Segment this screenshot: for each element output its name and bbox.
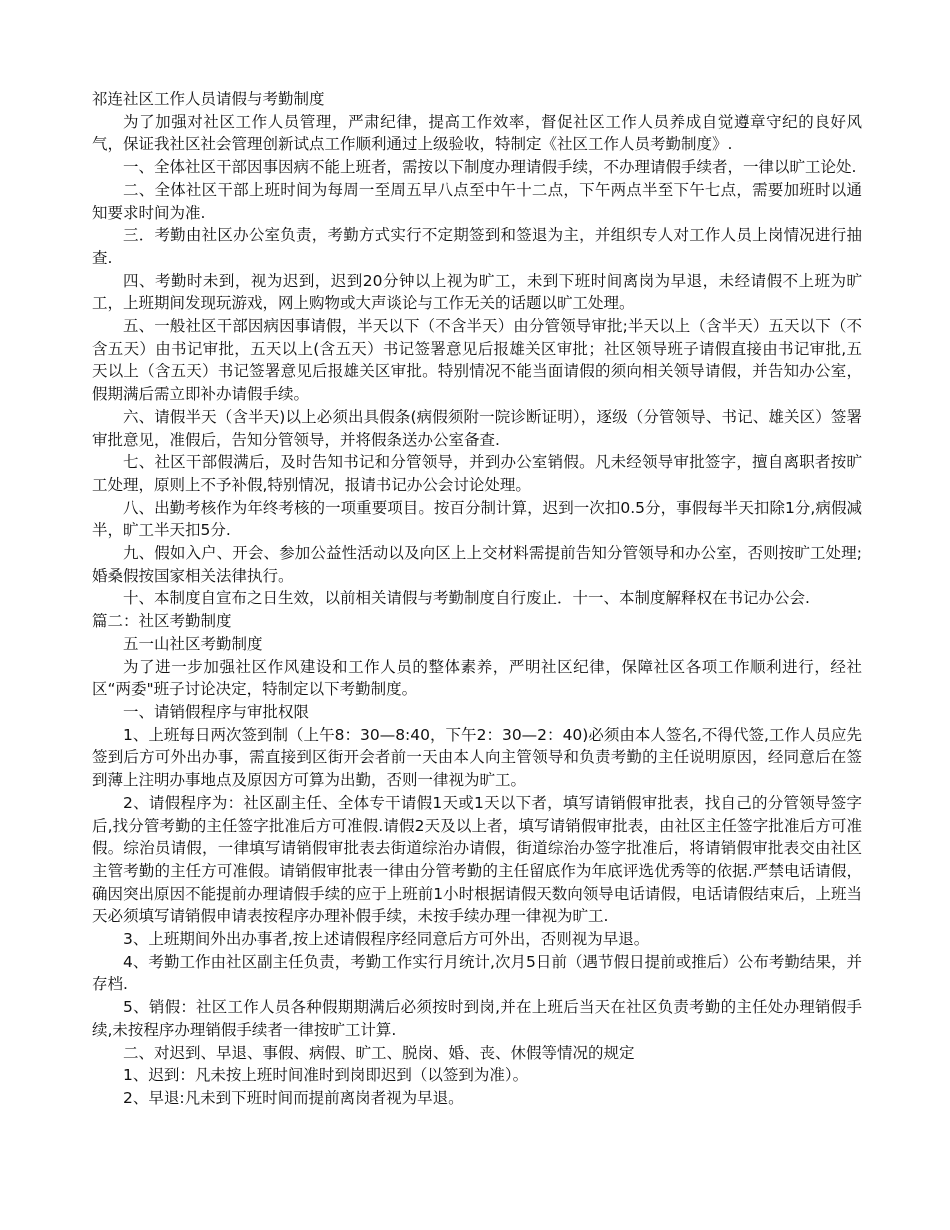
paragraph: 一、请销假程序与审批权限 [123, 702, 310, 721]
paragraph: 为了加强对社区工作人员管理，严肃纪律，提高工作效率，督促社区工作人员养成自觉遵章守纪的良好风气，保证我社区社会管理创新试点工作顺利通过上级验收，特制定《社区工作人员考勤制度》. [92, 112, 862, 154]
paragraph: 二、对迟到、早退、事假、病假、旷工、脱岗、婚、丧、休假等情况的规定 [123, 1043, 635, 1062]
paragraph: 篇二：社区考勤制度 [92, 612, 232, 631]
paragraph: 五、一般社区干部因病因事请假，半天以下（不含半天）由分管领导审批;半天以上（含半天）五天以下（不含五天）由书记审批，五天以上(含五天）书记签署意见后报雄关区审批；社区领导班子请假直接由书记审批,五天以上（含五天）书记签署意见后报雄关区审批。特别情况不能当面请假的须向相关领导请假，并告知办公室，假期满后需立即补办请假手续。 [92, 317, 862, 404]
paragraph: 八、出勤考核作为年终考核的一项重要项目。按百分制计算，迟到一次扣0.5分，事假每半天扣除1分,病假减半，旷工半天扣5分. [92, 498, 862, 540]
paragraph: 五一山社区考勤制度 [123, 634, 263, 653]
paragraph: 十、本制度自宣布之日生效，以前相关请假与考勤制度自行废止．十一、本制度解释权在书记办公会. [123, 589, 810, 608]
paragraph: 4、考勤工作由社区副主任负责，考勤工作实行月统计,次月5日前（遇节假日提前或推后）公布考勤结果，并存档. [92, 952, 862, 994]
paragraph: 二、全体社区干部上班时间为每周一至周五早八点至中午十二点，下午两点半至下午七点，需要加班时以通知要求时间为准. [92, 180, 862, 222]
paragraph: 为了进一步加强社区作风建设和工作人员的整体素养，严明社区纪律，保障社区各项工作顺利进行，经社区“两委"班子讨论决定，特制定以下考勤制度。 [92, 657, 862, 699]
paragraph: 四、考勤时未到，视为迟到，迟到20分钟以上视为旷工，未到下班时间离岗为早退，未经请假不上班为旷工，上班期间发现玩游戏，网上购物或大声谈论与工作无关的话题以旷工处理。 [92, 271, 862, 313]
paragraph: 六、请假半天（含半天)以上必须出具假条(病假须附一院诊断证明），逐级（分管领导、书记、雄关区）签署审批意见，准假后，告知分管领导，并将假条送办公室备查. [92, 407, 862, 449]
paragraph: 三．考勤由社区办公室负责，考勤方式实行不定期签到和签退为主，并组织专人对工作人员上岗情况进行抽查. [92, 226, 862, 267]
paragraph: 5、销假：社区工作人员各种假期期满后必须按时到岗,并在上班后当天在社区负责考勤的主任处办理销假手续,未按程序办理销假手续者一律按旷工计算. [92, 998, 862, 1039]
document-title: 祁连社区工作人员请假与考勤制度 [92, 90, 325, 108]
paragraph: 3、上班期间外出办事者,按上述请假程序经同意后方可外出，否则视为早退。 [123, 930, 650, 949]
paragraph: 一、全体社区干部因事因病不能上班者，需按以下制度办理请假手续，不办理请假手续者，一律以旷工论处. [123, 158, 857, 177]
paragraph: 2、早退:凡未到下班时间而提前离岗者视为早退。 [123, 1088, 464, 1107]
paragraph: 1、迟到：凡未按上班时间准时到岗即迟到（以签到为准）。 [123, 1066, 529, 1085]
paragraph: 七、社区干部假满后，及时告知书记和分管领导，并到办公室销假。凡未经领导审批签字，擅自离职者按旷工处理，原则上不予补假,特别情况，报请书记办公会讨论处理。 [92, 453, 862, 494]
document-body [92, 88, 862, 1110]
paragraph: 九、假如入户、开会、参加公益性活动以及向区上上交材料需提前告知分管领导和办公室，否则按旷工处理;婚桑假按国家相关法律执行。 [92, 544, 862, 585]
paragraph: 2、请假程序为：社区副主任、全体专干请假1天或1天以下者，填写请销假审批表，找自己的分管领导签字后,找分管考勤的主任签字批准后方可准假.请假2天及以上者，填写请销假审批表，由社区主任签字批准后方可准假。综治员请假，一律填写请销假审批表去街道综治办请假，街道综治办签字批准后，将请销假审批表交由社区主管考勤的主任方可准假。请销假审批表一律由分管考勤的主任留底作为年底评选优秀等的依据.严禁电话请假，确因突出原因不能提前办理请假手续的应于上班前1小时根据请假天数向领导电话请假，电话请假结束后，上班当天必须填写请销假申请表按程序办理补假手续，未按手续办理一律视为旷工. [92, 793, 862, 926]
paragraph: 1、上班每日两次签到制（上午8：30—8:40，下午2：30—2：40)必须由本人签名,不得代签,工作人员应先签到后方可外出办事，需直接到区街开会者前一天由本人向主管领导和负责考勤的主任说明原因，经同意后在签到薄上注明办事地点及原因方可算为出勤，否则一律视为旷工。 [92, 725, 862, 790]
